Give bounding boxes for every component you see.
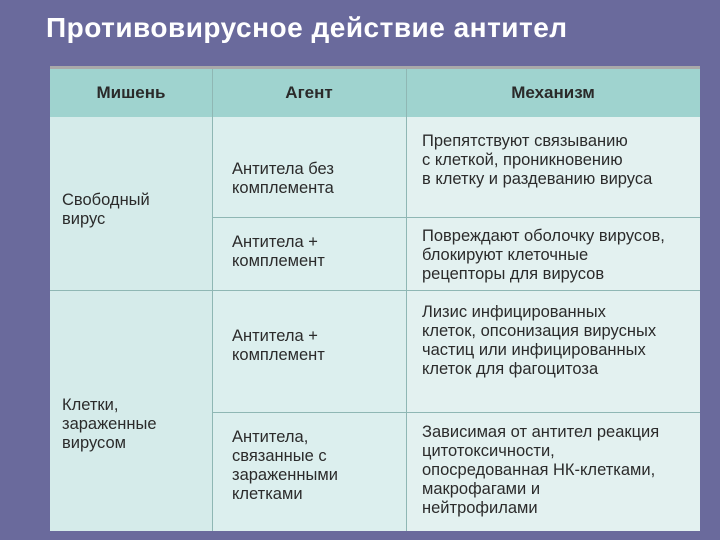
header-target: Мишень xyxy=(50,69,212,117)
col-divider xyxy=(212,69,213,531)
header-mechanism: Механизм xyxy=(406,69,700,117)
row-divider xyxy=(212,217,700,218)
row-divider xyxy=(50,290,700,291)
slide-title: Противовирусное действие антител xyxy=(46,12,568,43)
target-infected-cells: Клетки, зараженные вирусом xyxy=(62,396,157,452)
mechanism-row-1: Препятствуют связыванию с клеткой, проникновению в клетку и раздеванию вируса xyxy=(422,132,653,188)
agent-row-4: Антитела, связанные с зараженными клетками xyxy=(232,428,338,503)
target-column xyxy=(50,117,212,531)
antibody-table xyxy=(50,66,700,531)
agent-row-1: Антитела без комплемента xyxy=(232,160,334,197)
mechanism-row-4: Зависимая от антител реакция цитотоксичности, опосредованная НК-клетками, макрофагами и нейтрофилами xyxy=(422,423,660,517)
col-divider xyxy=(406,69,407,531)
agent-row-2: Антитела + комплемент xyxy=(232,233,325,270)
target-free-virus: Свободный вирус xyxy=(62,191,150,228)
agent-row-3: Антитела + комплемент xyxy=(232,327,325,364)
mechanism-row-3: Лизис инфицированных клеток, опсонизация вирусных частиц или инфицированных клеток для фагоцитоза xyxy=(422,303,657,378)
header-agent: Агент xyxy=(212,69,406,117)
mechanism-row-2: Повреждают оболочку вирусов, блокируют клеточные рецепторы для вирусов xyxy=(422,227,665,283)
row-divider xyxy=(212,412,700,413)
